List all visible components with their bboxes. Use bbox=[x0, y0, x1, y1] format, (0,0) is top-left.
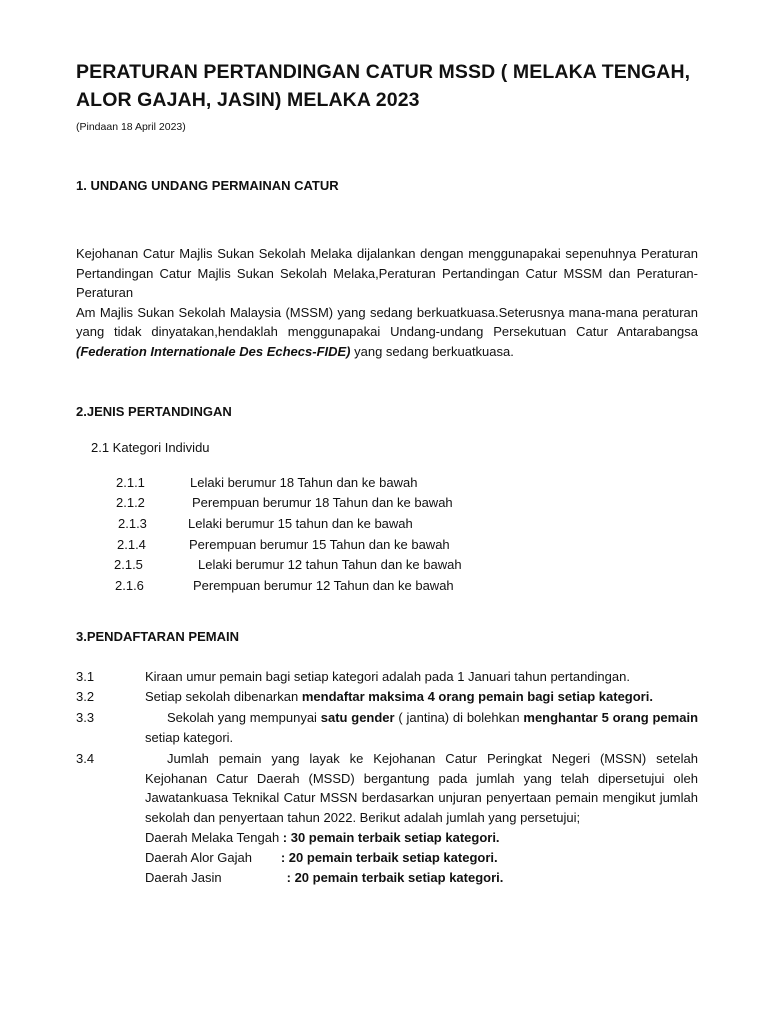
list-item: 2.1.5 Lelaki berumur 12 tahun Tahun dan ke bawah bbox=[114, 557, 462, 573]
document-page bbox=[76, 58, 698, 887]
list-item: 2.1.4 Perempuan berumur 15 Tahun dan ke bawah bbox=[117, 536, 450, 552]
list-item: 3.1 Kiraan umur pemain bagi setiap kategori adalah pada 1 Januari tahun pertandingan. bbox=[76, 668, 630, 684]
list-item: Daerah Melaka Tengah : 30 pemain terbaik setiap kategori. bbox=[145, 829, 500, 845]
document-title: PERATURAN PERTANDINGAN CATUR MSSD ( MELAKA TENGAH, ALOR GAJAH, JASIN) MELAKA 2023 bbox=[76, 61, 691, 111]
district-quota-list bbox=[76, 828, 698, 887]
list-item: 3.4 Jumlah pemain yang layak ke Kejohanan Catur Peringkat Negeri (MSSN) setelah Kejohanan Catur Daerah (MSSD) bergantung pada jumlah yang telah dipersetujui oleh Jawatankuasa Teknikal Catur MSSN berdasarkan unjuran penyertaan pemain mengikut jumlah sekolah dan penyertaan tahun 2022. Berikut adalah jumlah yang persetujui; bbox=[76, 750, 698, 826]
list-item: 3.2 Setiap sekolah dibenarkan mendaftar maksima 4 orang pemain bagi setiap kategori. bbox=[76, 688, 653, 704]
section-3-heading: 3.PENDAFTARAN PEMAIN bbox=[76, 628, 239, 644]
list-item: Daerah Alor Gajah : 20 pemain terbaik setiap kategori. bbox=[145, 849, 498, 865]
section-2-subheading: 2.1 Kategori Individu bbox=[91, 439, 210, 455]
registration-list bbox=[76, 667, 698, 888]
list-item: 2.1.3 Lelaki berumur 15 tahun dan ke bawah bbox=[118, 515, 413, 531]
section-2-heading: 2.JENIS PERTANDINGAN bbox=[76, 403, 232, 419]
section-1-paragraph-1: Kejohanan Catur Majlis Sukan Sekolah Melaka dijalankan dengan menggunapakai sepenuhnya Peraturan Pertandingan Catur Majlis Sukan Sekolah Melaka,Peraturan Pertandingan Catur MSSM dan Peraturan-Peraturan bbox=[76, 246, 698, 301]
section-1-heading: 1. UNDANG UNDANG PERMAINAN CATUR bbox=[76, 178, 339, 193]
section-1-paragraph-2: Am Majlis Sukan Sekolah Malaysia (MSSM) yang sedang berkuatkuasa.Seterusnya mana-mana peraturan yang tidak dinyatakan,hendaklah menggunapakai Undang-undang Persekutuan Catur Antarabangsa (Federation Internationale Des Echecs-FIDE) yang sedang berkuatkuasa. bbox=[76, 304, 698, 359]
list-item: 2.1.1 Lelaki berumur 18 Tahun dan ke bawah bbox=[116, 474, 418, 490]
fide-emphasis: (Federation Internationale Des Echecs-FIDE) bbox=[76, 343, 351, 359]
list-item: 2.1.6 Perempuan berumur 12 Tahun dan ke bawah bbox=[115, 578, 454, 594]
list-item: Daerah Jasin : 20 pemain terbaik setiap kategori. bbox=[145, 869, 504, 885]
list-item: 2.1.2 Perempuan berumur 18 Tahun dan ke bawah bbox=[116, 495, 453, 511]
document-subtitle: (Pindaan 18 April 2023) bbox=[76, 121, 186, 133]
category-list bbox=[76, 473, 698, 597]
list-item: 3.3 Sekolah yang mempunyai satu gender ( jantina) di bolehkan menghantar 5 orang pemain setiap kategori. bbox=[76, 709, 699, 745]
